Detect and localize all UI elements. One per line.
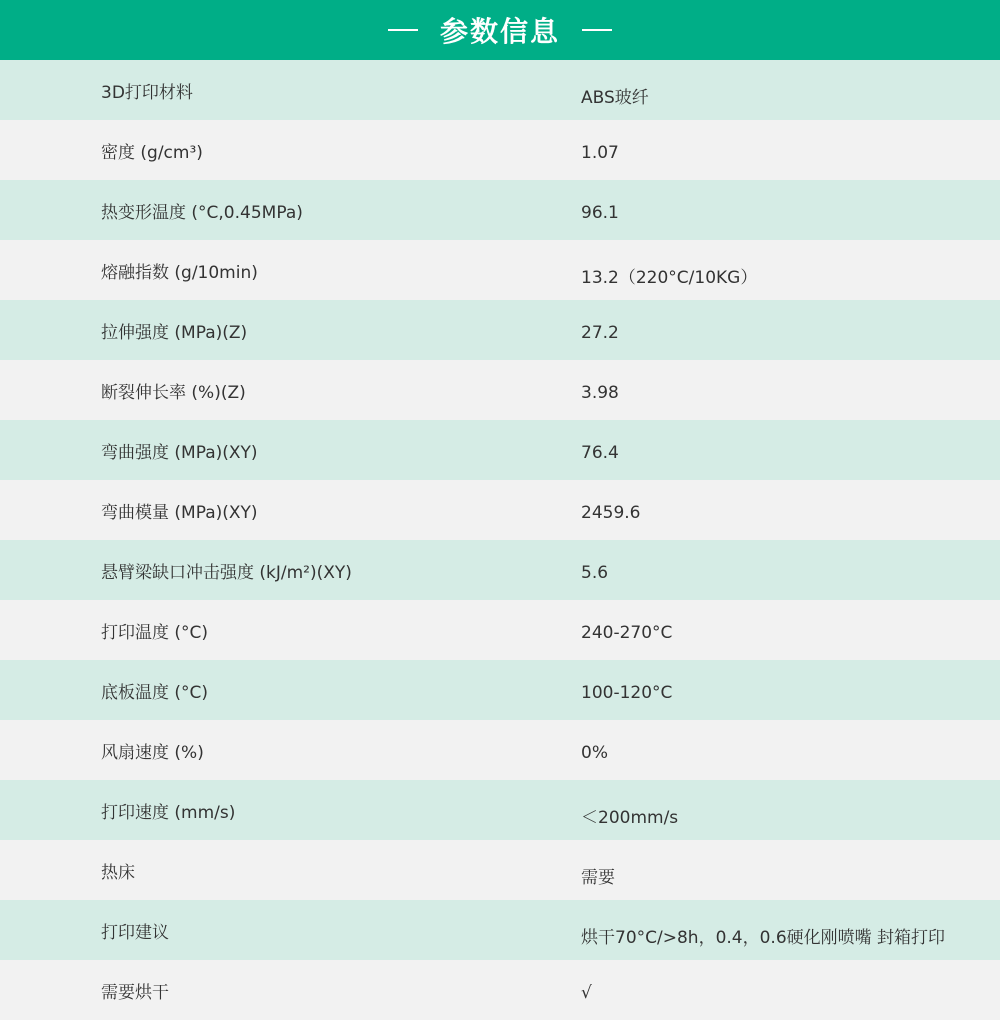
parameter-value: 3.98 — [581, 383, 619, 403]
parameter-value: 13.2（220°C/10KG） — [581, 268, 758, 288]
table-row — [0, 900, 1000, 960]
parameter-label: 断裂伸长率 (%)(Z) — [101, 383, 246, 403]
parameter-value: ＜200mm/s — [581, 808, 679, 828]
table-row — [0, 600, 1000, 660]
right-dash-decoration — [582, 29, 612, 31]
parameter-value: 2459.6 — [581, 503, 641, 523]
table-row — [0, 360, 1000, 420]
parameter-value: 0% — [581, 743, 608, 763]
left-dash-decoration — [388, 29, 418, 31]
parameter-label: 热变形温度 (°C,0.45MPa) — [101, 203, 303, 223]
parameter-value: 76.4 — [581, 443, 619, 463]
parameter-value: 需要 — [581, 868, 615, 888]
table-row — [0, 660, 1000, 720]
table-row — [0, 540, 1000, 600]
parameter-label: 密度 (g/cm³) — [101, 143, 203, 163]
table-row — [0, 60, 1000, 120]
parameter-label: 风扇速度 (%) — [101, 743, 204, 763]
parameter-value: 1.07 — [581, 143, 619, 163]
parameter-label: 3D打印材料 — [101, 83, 193, 103]
table-row — [0, 180, 1000, 240]
table-row — [0, 420, 1000, 480]
section-title: 参数信息 — [439, 15, 560, 48]
table-row — [0, 300, 1000, 360]
parameter-label: 弯曲模量 (MPa)(XY) — [101, 503, 258, 523]
table-row — [0, 780, 1000, 840]
table-row — [0, 480, 1000, 540]
table-row — [0, 960, 1000, 1020]
section-header — [0, 0, 1000, 60]
parameter-value: ABS玻纤 — [581, 88, 649, 108]
parameter-label: 熔融指数 (g/10min) — [101, 263, 258, 283]
parameter-label: 底板温度 (°C) — [101, 683, 209, 703]
table-row — [0, 120, 1000, 180]
parameter-label: 需要烘干 — [101, 983, 169, 1003]
parameter-value: 5.6 — [581, 563, 609, 583]
table-row — [0, 240, 1000, 300]
table-row — [0, 720, 1000, 780]
parameter-label: 拉伸强度 (MPa)(Z) — [101, 323, 248, 343]
parameter-label: 热床 — [101, 863, 135, 883]
parameter-label: 打印温度 (°C) — [101, 623, 209, 643]
parameter-value: 100-120°C — [581, 683, 673, 703]
parameter-value: 96.1 — [581, 203, 619, 223]
parameter-label: 打印速度 (mm/s) — [101, 803, 236, 823]
parameter-label: 弯曲强度 (MPa)(XY) — [101, 443, 258, 463]
parameter-value: 27.2 — [581, 323, 619, 343]
table-row — [0, 840, 1000, 900]
parameter-label: 悬臂梁缺口冲击强度 (kJ/m²)(XY) — [101, 563, 352, 583]
parameter-table — [0, 60, 1000, 1020]
parameter-value: √ — [581, 983, 592, 1003]
parameter-value: 烘干70°C/>8h，0.4，0.6硬化刚喷嘴 封箱打印 — [581, 928, 946, 948]
parameter-label: 打印建议 — [101, 923, 169, 943]
parameter-value: 240-270°C — [581, 623, 673, 643]
